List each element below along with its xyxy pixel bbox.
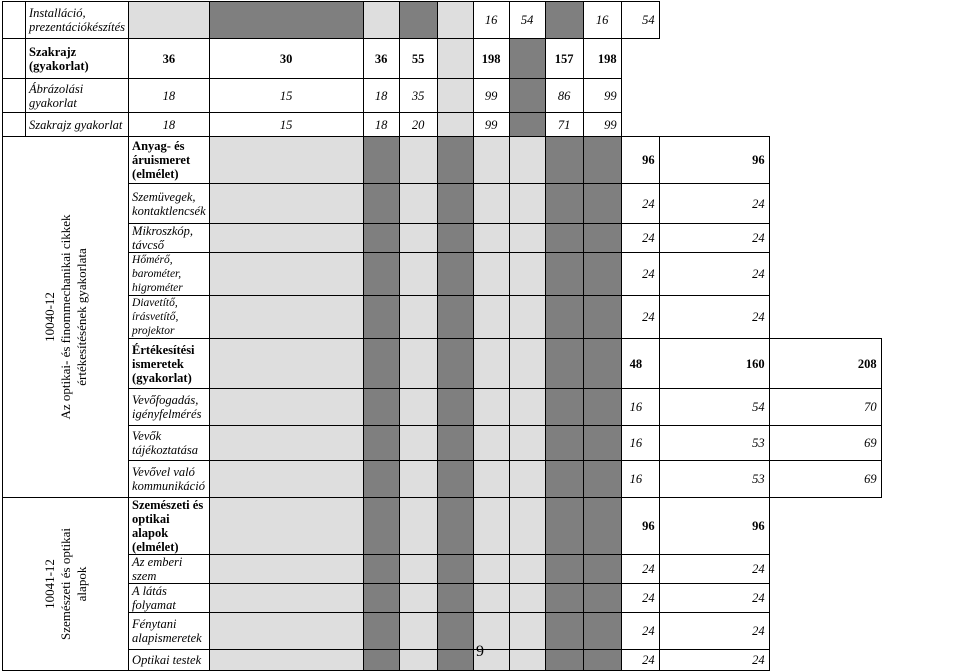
cell-value: 69	[769, 426, 881, 461]
cell-value: 96	[621, 498, 659, 555]
cell-value: 96	[659, 137, 769, 184]
cell-value: 16	[621, 389, 659, 426]
cell-value: 24	[621, 253, 659, 296]
cell-value: 53	[659, 426, 769, 461]
row-label: A látás folyamat	[129, 584, 210, 613]
cell-value: 18	[363, 79, 399, 113]
table-row	[3, 253, 950, 296]
cell-value: 54	[509, 2, 545, 39]
table-row	[3, 137, 950, 184]
table-row	[3, 426, 950, 461]
cell-value: 55	[399, 39, 437, 79]
module-code: 10040-12	[41, 292, 57, 342]
cell-value: 30	[209, 39, 363, 79]
cell-value: 24	[659, 650, 769, 671]
cell-value: 54	[621, 2, 659, 39]
row-label: Szakrajz (gyakorlat)	[26, 39, 129, 79]
table-row	[3, 184, 950, 224]
table-row	[3, 389, 950, 426]
cell-value: 69	[769, 461, 881, 498]
row-label: Ábrázolási gyakorlat	[26, 79, 129, 113]
row-label: Hőmérő, barométer, higrométer	[129, 253, 210, 296]
cell-value: 15	[209, 113, 363, 137]
cell-value: 70	[769, 389, 881, 426]
cell-value: 157	[545, 39, 583, 79]
module-title: Szemészeti és optikai	[57, 528, 73, 640]
table-row	[3, 461, 950, 498]
cell-value: 18	[129, 113, 210, 137]
row-label: Anyag- és áruismeret (elmélet)	[129, 137, 210, 184]
cell-value: 208	[769, 339, 881, 389]
cell-value: 24	[659, 253, 769, 296]
cell-value: 16	[473, 2, 509, 39]
cell-value: 18	[363, 113, 399, 137]
cell-value: 96	[621, 137, 659, 184]
table-row	[3, 339, 950, 389]
row-label: Fénytani alapismeretek	[129, 613, 210, 650]
row-label: Diavetítő, írásvetítő, projektor	[129, 296, 210, 339]
cell-value: 36	[363, 39, 399, 79]
cell-value: 16	[583, 2, 621, 39]
table-row	[3, 224, 950, 253]
cell-value: 54	[659, 389, 769, 426]
table-row	[3, 584, 950, 613]
row-label: Szemészeti és optikai alapok (elmélet)	[129, 498, 210, 555]
row-label: Vevőfogadás, igényfelmérés	[129, 389, 210, 426]
row-label: Optikai testek	[129, 650, 210, 671]
cell-value: 99	[583, 79, 621, 113]
cell-value: 24	[621, 184, 659, 224]
cell-value: 24	[659, 584, 769, 613]
row-label: Szemüvegek, kontaktlencsék	[129, 184, 210, 224]
table-row	[3, 498, 950, 555]
row-label: Értékesítési ismeretek (gyakorlat)	[129, 339, 210, 389]
row-label: Installáció, prezentációkészítés	[26, 2, 129, 39]
cell-value: 198	[473, 39, 509, 79]
cell-value: 48	[621, 339, 659, 389]
module-title: alapok	[73, 566, 89, 602]
row-label: Az emberi szem	[129, 555, 210, 584]
cell-value: 24	[621, 650, 659, 671]
cell-value: 99	[583, 113, 621, 137]
row-label: Szakrajz gyakorlat	[26, 113, 129, 137]
cell-value: 53	[659, 461, 769, 498]
row-label: Vevők tájékoztatása	[129, 426, 210, 461]
module-label-10040-12	[3, 137, 129, 498]
cell-value: 15	[209, 79, 363, 113]
cell-value: 24	[621, 224, 659, 253]
cell-value: 71	[545, 113, 583, 137]
cell-value: 24	[621, 613, 659, 650]
cell-value: 99	[473, 113, 509, 137]
cell-value: 198	[583, 39, 621, 79]
table-row	[3, 555, 950, 584]
cell-value: 24	[621, 555, 659, 584]
table-row	[3, 39, 950, 79]
cell-value: 24	[659, 555, 769, 584]
cell-value: 24	[659, 184, 769, 224]
cell-value: 16	[621, 461, 659, 498]
cell-value: 36	[129, 39, 210, 79]
module-title: Az optikai- és finommechanikai cikkek	[57, 214, 73, 420]
module-code: 10041-12	[41, 559, 57, 609]
cell-value: 18	[129, 79, 210, 113]
page-number: 9	[476, 643, 484, 660]
cell-value: 16	[621, 426, 659, 461]
table-row	[3, 79, 950, 113]
curriculum-table	[2, 1, 950, 671]
cell-value: 24	[659, 613, 769, 650]
cell-value: 24	[621, 584, 659, 613]
module-title: értékesítésének gyakorlata	[73, 248, 89, 386]
table-row	[3, 113, 950, 137]
table-row	[3, 2, 950, 39]
cell-value: 99	[473, 79, 509, 113]
cell-value: 86	[545, 79, 583, 113]
cell-value: 24	[659, 296, 769, 339]
table-row	[3, 296, 950, 339]
row-label: Vevővel való kommunikáció	[129, 461, 210, 498]
cell-value: 24	[621, 296, 659, 339]
cell-value: 24	[659, 224, 769, 253]
cell-value: 160	[659, 339, 769, 389]
cell-value: 20	[399, 113, 437, 137]
row-label: Mikroszkóp, távcső	[129, 224, 210, 253]
cell-value: 96	[659, 498, 769, 555]
cell-value: 35	[399, 79, 437, 113]
